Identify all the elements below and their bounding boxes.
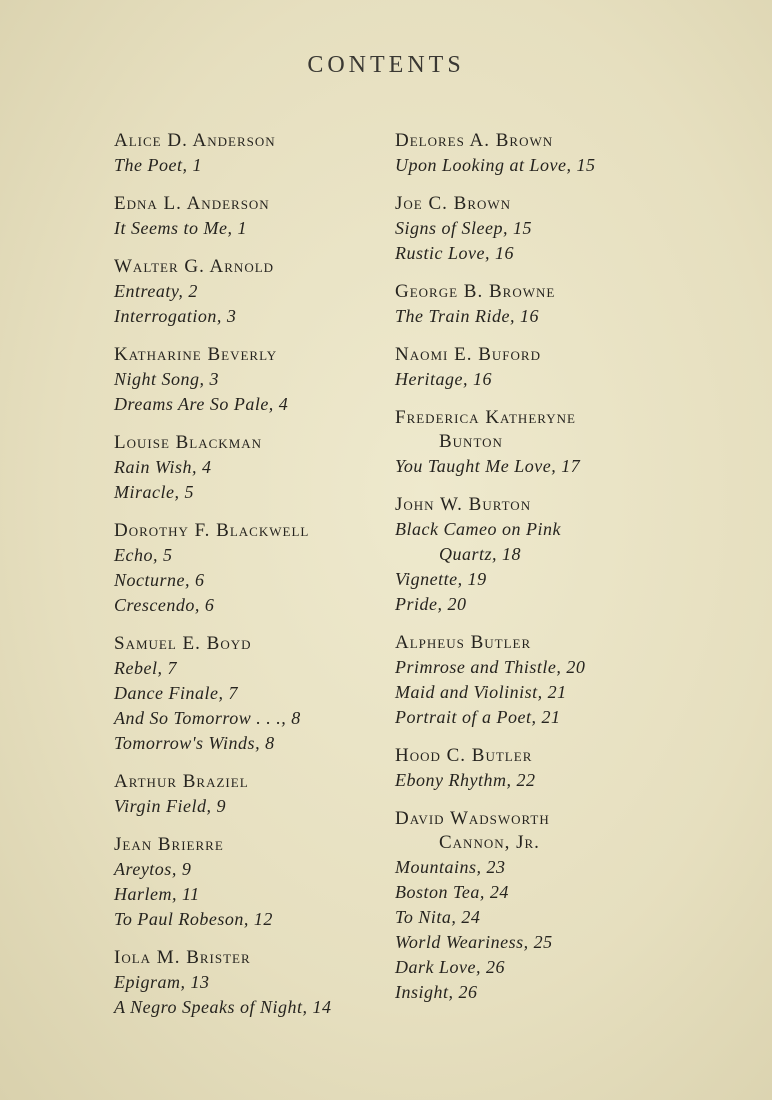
author-name: John W. Burton — [395, 494, 532, 515]
contents-entry — [114, 946, 384, 1020]
contents-entry — [114, 255, 384, 329]
poem-title: Boston Tea, 24 — [395, 882, 509, 902]
page-title: CONTENTS — [307, 52, 465, 78]
contents-entry — [395, 493, 695, 617]
poem-title: Entreaty, 2 — [114, 281, 198, 301]
contents-entry — [114, 770, 384, 819]
poem-title: Harlem, 11 — [114, 884, 200, 904]
poem-title: Miracle, 5 — [114, 482, 194, 502]
poem-title: Rebel, 7 — [114, 658, 177, 678]
poem-title: Signs of Sleep, 15 — [395, 218, 532, 238]
poem-title: A Negro Speaks of Night, 14 — [114, 997, 332, 1017]
author-name: Alpheus Butler — [395, 632, 532, 653]
poem-title: You Taught Me Love, 17 — [395, 456, 581, 476]
poem-title: Areytos, 9 — [114, 859, 192, 879]
author-name: Joe C. Brown — [395, 193, 512, 214]
contents-entry — [395, 631, 695, 730]
author-name: Samuel E. Boyd — [114, 633, 252, 654]
contents-entry — [395, 280, 695, 329]
contents-entry — [114, 519, 384, 618]
author-name: Alice D. Anderson — [114, 130, 276, 151]
poem-title: It Seems to Me, 1 — [114, 218, 247, 238]
author-name: Frederica Katheryne — [395, 407, 576, 428]
poem-title: Echo, 5 — [114, 545, 173, 565]
poem-title: World Weariness, 25 — [395, 932, 553, 952]
contents-entry — [114, 632, 384, 756]
author-name: Louise Blackman — [114, 432, 263, 453]
poem-title: Rustic Love, 16 — [395, 243, 514, 263]
poem-title: Crescendo, 6 — [114, 595, 215, 615]
author-name: David Wadsworth — [395, 808, 550, 829]
poem-title: Interrogation, 3 — [114, 306, 237, 326]
poem-title: Dance Finale, 7 — [114, 683, 238, 703]
author-name: Naomi E. Buford — [395, 344, 541, 365]
poem-title: Black Cameo on Pink — [395, 519, 561, 539]
poem-title: Portrait of a Poet, 21 — [395, 707, 561, 727]
author-name-continued: Cannon, Jr. — [439, 832, 540, 853]
author-name: Dorothy F. Blackwell — [114, 520, 310, 541]
contents-entry — [395, 129, 695, 178]
poem-title: Virgin Field, 9 — [114, 796, 226, 816]
poem-title: Epigram, 13 — [114, 972, 210, 992]
poem-title: Insight, 26 — [395, 982, 478, 1002]
author-name: Jean Brierre — [114, 834, 224, 855]
poem-title: And So Tomorrow . . ., 8 — [114, 708, 301, 728]
poem-title: Night Song, 3 — [114, 369, 220, 389]
poem-title: Dark Love, 26 — [395, 957, 505, 977]
poem-title: Vignette, 19 — [395, 569, 487, 589]
poem-title: The Poet, 1 — [114, 155, 202, 175]
poem-title-continued: Quartz, 18 — [439, 544, 522, 564]
poem-title: To Paul Robeson, 12 — [114, 909, 273, 929]
contents-left-column — [114, 129, 384, 1034]
poem-title: The Train Ride, 16 — [395, 306, 540, 326]
author-name: Delores A. Brown — [395, 130, 554, 151]
contents-entry — [395, 807, 695, 1005]
poem-title: Maid and Violinist, 21 — [395, 682, 567, 702]
contents-entry — [114, 431, 384, 505]
contents-entry — [395, 744, 695, 793]
poem-title: Ebony Rhythm, 22 — [395, 770, 536, 790]
poem-title: Tomorrow's Winds, 8 — [114, 733, 275, 753]
author-name: George B. Browne — [395, 281, 556, 302]
poem-title: Mountains, 23 — [395, 857, 506, 877]
contents-entry — [114, 343, 384, 417]
contents-entry — [395, 192, 695, 266]
author-name: Iola M. Brister — [114, 947, 251, 968]
poem-title: Pride, 20 — [395, 594, 467, 614]
contents-right-column — [395, 129, 695, 1019]
poem-title: Nocturne, 6 — [114, 570, 205, 590]
contents-entry — [395, 406, 695, 479]
author-name: Edna L. Anderson — [114, 193, 270, 214]
poem-title: To Nita, 24 — [395, 907, 481, 927]
poem-title: Heritage, 16 — [395, 369, 492, 389]
contents-entry — [114, 833, 384, 932]
author-name: Katharine Beverly — [114, 344, 278, 365]
poem-title: Dreams Are So Pale, 4 — [114, 394, 289, 414]
poem-title: Upon Looking at Love, 15 — [395, 155, 596, 175]
author-name: Arthur Braziel — [114, 771, 249, 792]
author-name-continued: Bunton — [439, 431, 503, 452]
author-name: Walter G. Arnold — [114, 256, 275, 277]
contents-entry — [114, 129, 384, 178]
contents-entry — [395, 343, 695, 392]
poem-title: Primrose and Thistle, 20 — [395, 657, 586, 677]
poem-title: Rain Wish, 4 — [114, 457, 212, 477]
contents-entry — [114, 192, 384, 241]
author-name: Hood C. Butler — [395, 745, 533, 766]
